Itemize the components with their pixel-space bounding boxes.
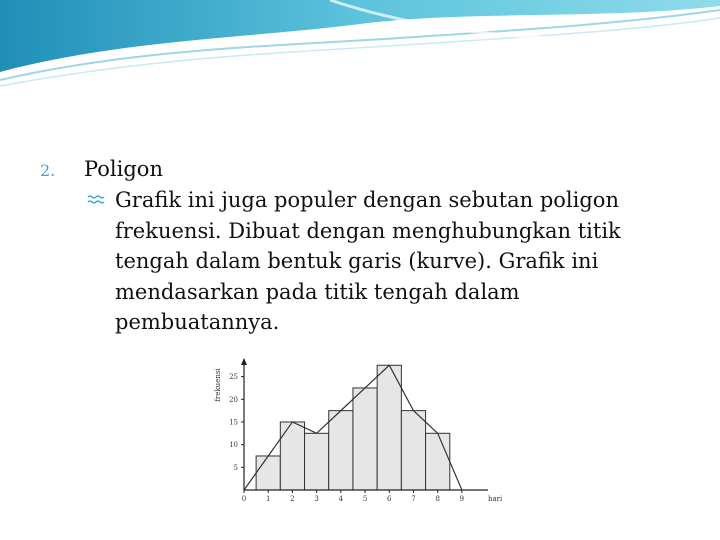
frequency-polygon-chart bbox=[208, 355, 503, 505]
wavy-bullet-icon bbox=[87, 185, 115, 209]
x-tick-label: 4 bbox=[338, 495, 344, 503]
x-tick-label: 7 bbox=[411, 495, 416, 503]
x-tick-label: 9 bbox=[459, 495, 465, 503]
x-tick-label: 1 bbox=[265, 495, 271, 503]
x-tick-label: 5 bbox=[362, 495, 368, 503]
histogram-bar-2 bbox=[305, 433, 329, 490]
x-tick-label: 2 bbox=[290, 495, 295, 503]
bullet-text: Grafik ini juga populer dengan sebutan poligon frekuensi. Dibuat dengan menghubungkan titik tengah dalam bentuk garis (kurve). Grafik ini mendasarkan pada titik tengah dalam pembuatannya. bbox=[115, 188, 621, 334]
x-axis-label: hari bbox=[488, 495, 503, 503]
histogram-bar-4 bbox=[353, 388, 377, 490]
slide-heading: Poligon bbox=[84, 157, 163, 181]
histogram-bar-3 bbox=[329, 411, 353, 490]
histogram-bar-1 bbox=[280, 422, 304, 490]
y-axis-arrow bbox=[241, 358, 247, 365]
histogram-bar-6 bbox=[401, 411, 425, 490]
histogram-bar-7 bbox=[426, 433, 450, 490]
x-tick-label: 0 bbox=[241, 495, 247, 503]
y-tick-label: 25 bbox=[229, 373, 238, 382]
x-tick-label: 6 bbox=[387, 495, 392, 503]
header-wave-decoration bbox=[0, 0, 720, 90]
histogram-bar-0 bbox=[256, 456, 280, 490]
histogram-bar-5 bbox=[377, 365, 401, 490]
y-tick-label: 20 bbox=[229, 395, 238, 404]
y-tick-label: 10 bbox=[229, 441, 238, 450]
x-tick-label: 8 bbox=[435, 495, 440, 503]
x-tick-label: 3 bbox=[314, 495, 319, 503]
slide-content bbox=[40, 157, 680, 338]
heading-number: 2. bbox=[40, 161, 56, 180]
y-tick-label: 15 bbox=[229, 418, 238, 427]
y-tick-label: 5 bbox=[233, 463, 238, 472]
heading-row bbox=[40, 157, 680, 181]
y-axis-label: frekuensi bbox=[214, 368, 222, 402]
bullet-item bbox=[40, 185, 680, 338]
